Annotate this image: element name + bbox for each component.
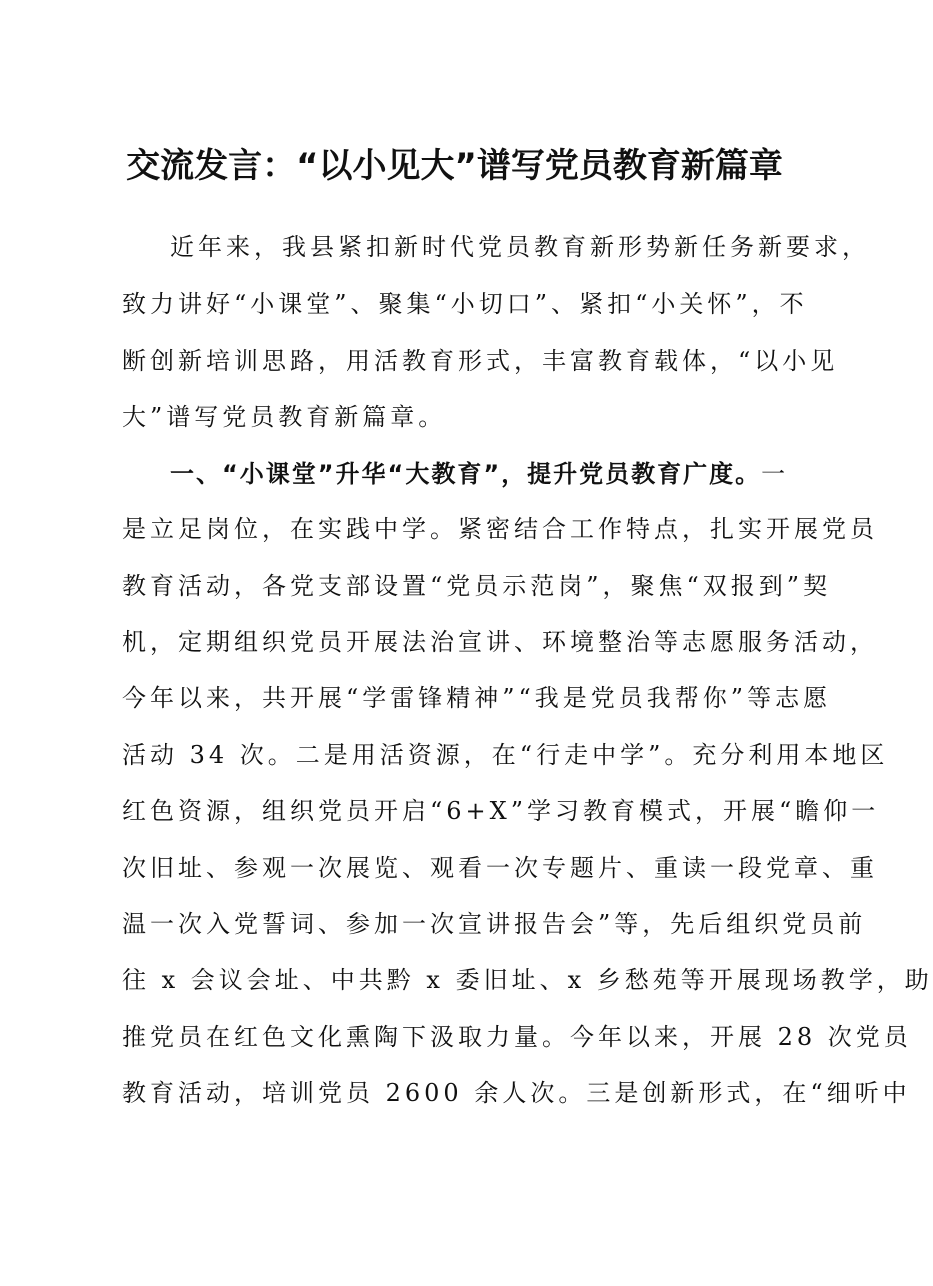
paragraph-2-line-3: 机，定期组织党员开展法治宣讲、环境整治等志愿服务活动，: [122, 628, 878, 656]
paragraph-1-line-2: 致力讲好“小课堂”、聚集“小切口”、紧扣“小关怀”，不: [122, 290, 808, 318]
paragraph-1-line-3: 断创新培训思路，用活教育形式，丰富教育载体，“以小见: [122, 347, 839, 375]
paragraph-2-line-10: 推党员在红色文化熏陶下汲取力量。今年以来，开展 28 次党员: [122, 1023, 912, 1051]
document-title: 交流发言：“以小见大”谱写党员教育新篇章: [126, 146, 783, 186]
paragraph-2-line-7: 次旧址、参观一次展览、观看一次专题片、重读一段党章、重: [122, 854, 878, 882]
section-heading-1: 一、“小课堂”升华“大教育”，提升党员教育广度。: [170, 460, 762, 488]
paragraph-1-line-1: 近年来，我县紧扣新时代党员教育新形势新任务新要求，: [170, 233, 870, 261]
paragraph-2-line-6: 红色资源，组织党员开启“6+X”学习教育模式，开展“瞻仰一: [122, 797, 880, 825]
paragraph-2-line-1: 是立足岗位，在实践中学。紧密结合工作特点，扎实开展党员: [122, 515, 878, 543]
section-heading-line: [170, 445, 798, 503]
paragraph-2-line-5: 活动 34 次。二是用活资源，在“行走中学”。充分利用本地区: [122, 741, 889, 769]
paragraph-2-line-8: 温一次入党誓词、参加一次宣讲报告会”等，先后组织党员前: [122, 910, 867, 938]
paragraph-2-line-9: 往 x 会议会址、中共黔 x 委旧址、x 乡愁苑等开展现场教学，助: [122, 966, 933, 994]
paragraph-2-line-4: 今年以来，共开展“学雷锋精神”“我是党员我帮你”等志愿: [122, 684, 832, 712]
paragraph-2-line-2: 教育活动，各党支部设置“党员示范岗”，聚焦“双报到”契: [122, 572, 832, 600]
paragraph-2-line-11: 教育活动，培训党员 2600 余人次。三是创新形式，在“细听中: [122, 1079, 911, 1107]
section-heading-tail: 一: [761, 460, 790, 488]
paragraph-1-line-4: 大”谱写党员教育新篇章。: [122, 403, 447, 431]
